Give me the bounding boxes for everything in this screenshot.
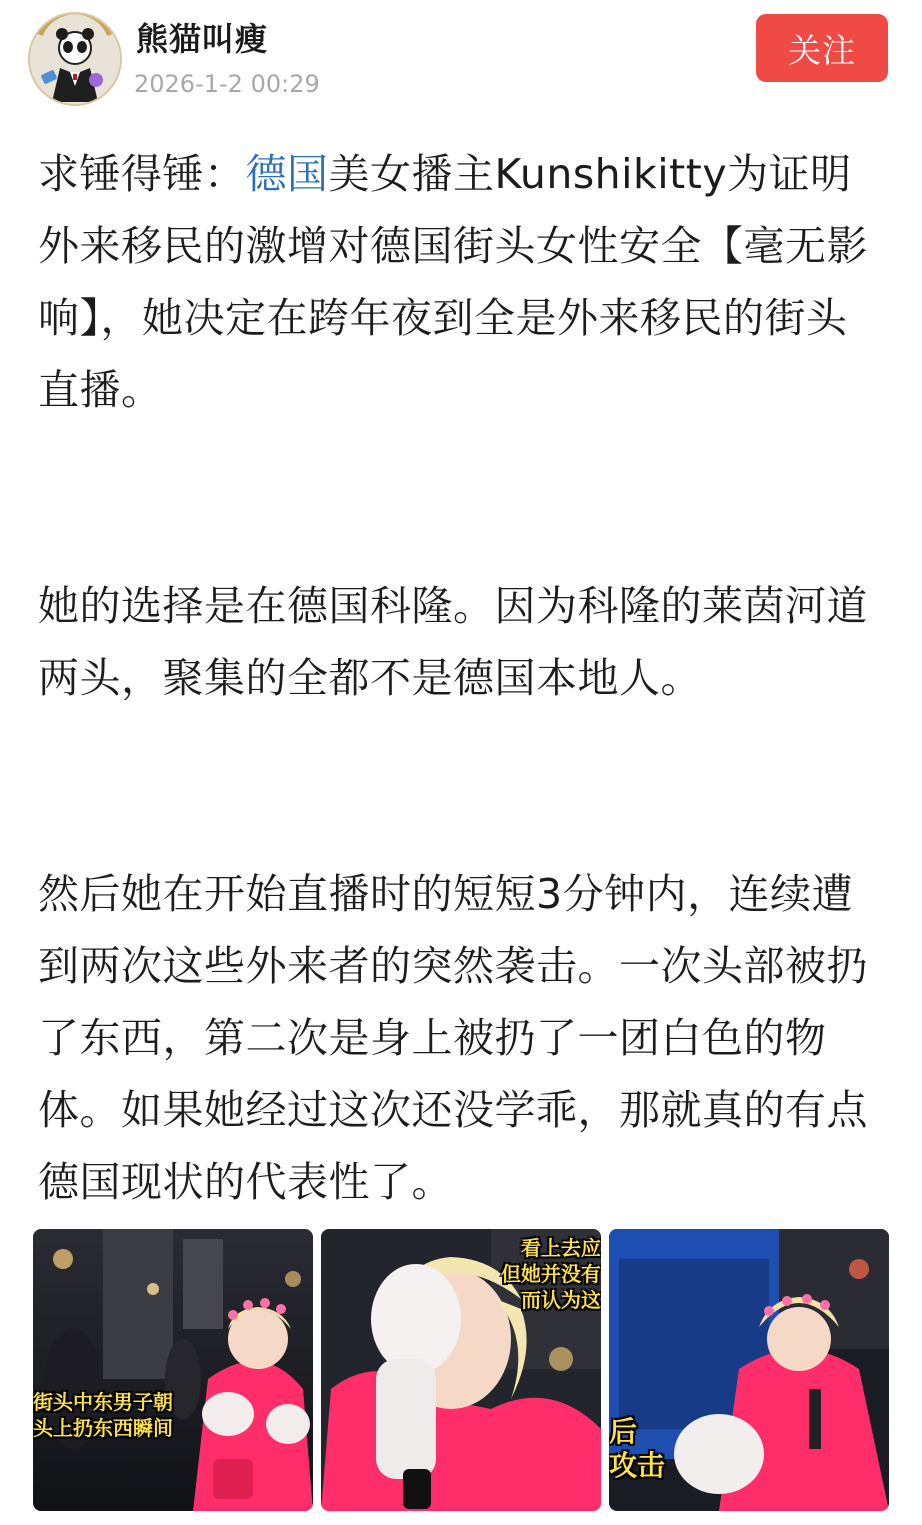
image-3-caption: 后 攻击 xyxy=(609,1415,666,1482)
street-night-scene-icon xyxy=(33,1229,313,1511)
post-image-1[interactable] xyxy=(33,1229,313,1511)
post-image-2[interactable] xyxy=(321,1229,601,1511)
post-paragraph-1-rest: 美女播主Kunshikitty为证明外来移民的激增对德国街头女性安全【毫无影响】，她决定在跨年夜到全是外来移民的街头直播。 xyxy=(38,150,868,414)
post-paragraph-3: 然后她在开始直播时的短短3分钟内，连续遭到两次这些外来者的突然袭击。一次头部被扔了东西，第二次是身上被扔了一团白色的物体。如果她经过这次还没学乖，那就真的有点德国现状的代表性了。 xyxy=(38,870,868,1206)
follow-button[interactable]: 关注 xyxy=(756,14,888,82)
post-paragraph-2: 她的选择是在德国科隆。因为科隆的莱茵河道两头，聚集的全都不是德国本地人。 xyxy=(38,582,868,702)
image-2-caption: 看上去应 但她并没有 而认为这 xyxy=(501,1236,601,1312)
post-paragraph-1-intro: 求锤得锤： xyxy=(38,150,246,198)
image-1-caption: 街头中东男子朝 头上扔东西瞬间 xyxy=(33,1390,173,1440)
blue-storefront-scene-icon xyxy=(609,1229,889,1511)
post-paragraph-1 xyxy=(38,138,888,426)
author-name[interactable]: 熊猫叫瘦 xyxy=(136,20,269,58)
topic-link-germany[interactable]: 德国 xyxy=(245,150,329,198)
woman-close-up-icon xyxy=(321,1229,601,1511)
image-grid xyxy=(33,1229,889,1511)
post-image-3[interactable] xyxy=(609,1229,889,1511)
panda-suit-avatar-icon xyxy=(30,14,120,104)
post-header xyxy=(0,0,922,110)
avatar[interactable] xyxy=(28,12,122,106)
post-body xyxy=(38,138,888,1218)
post-timestamp: 2026-1-2 00:29 xyxy=(134,70,320,98)
